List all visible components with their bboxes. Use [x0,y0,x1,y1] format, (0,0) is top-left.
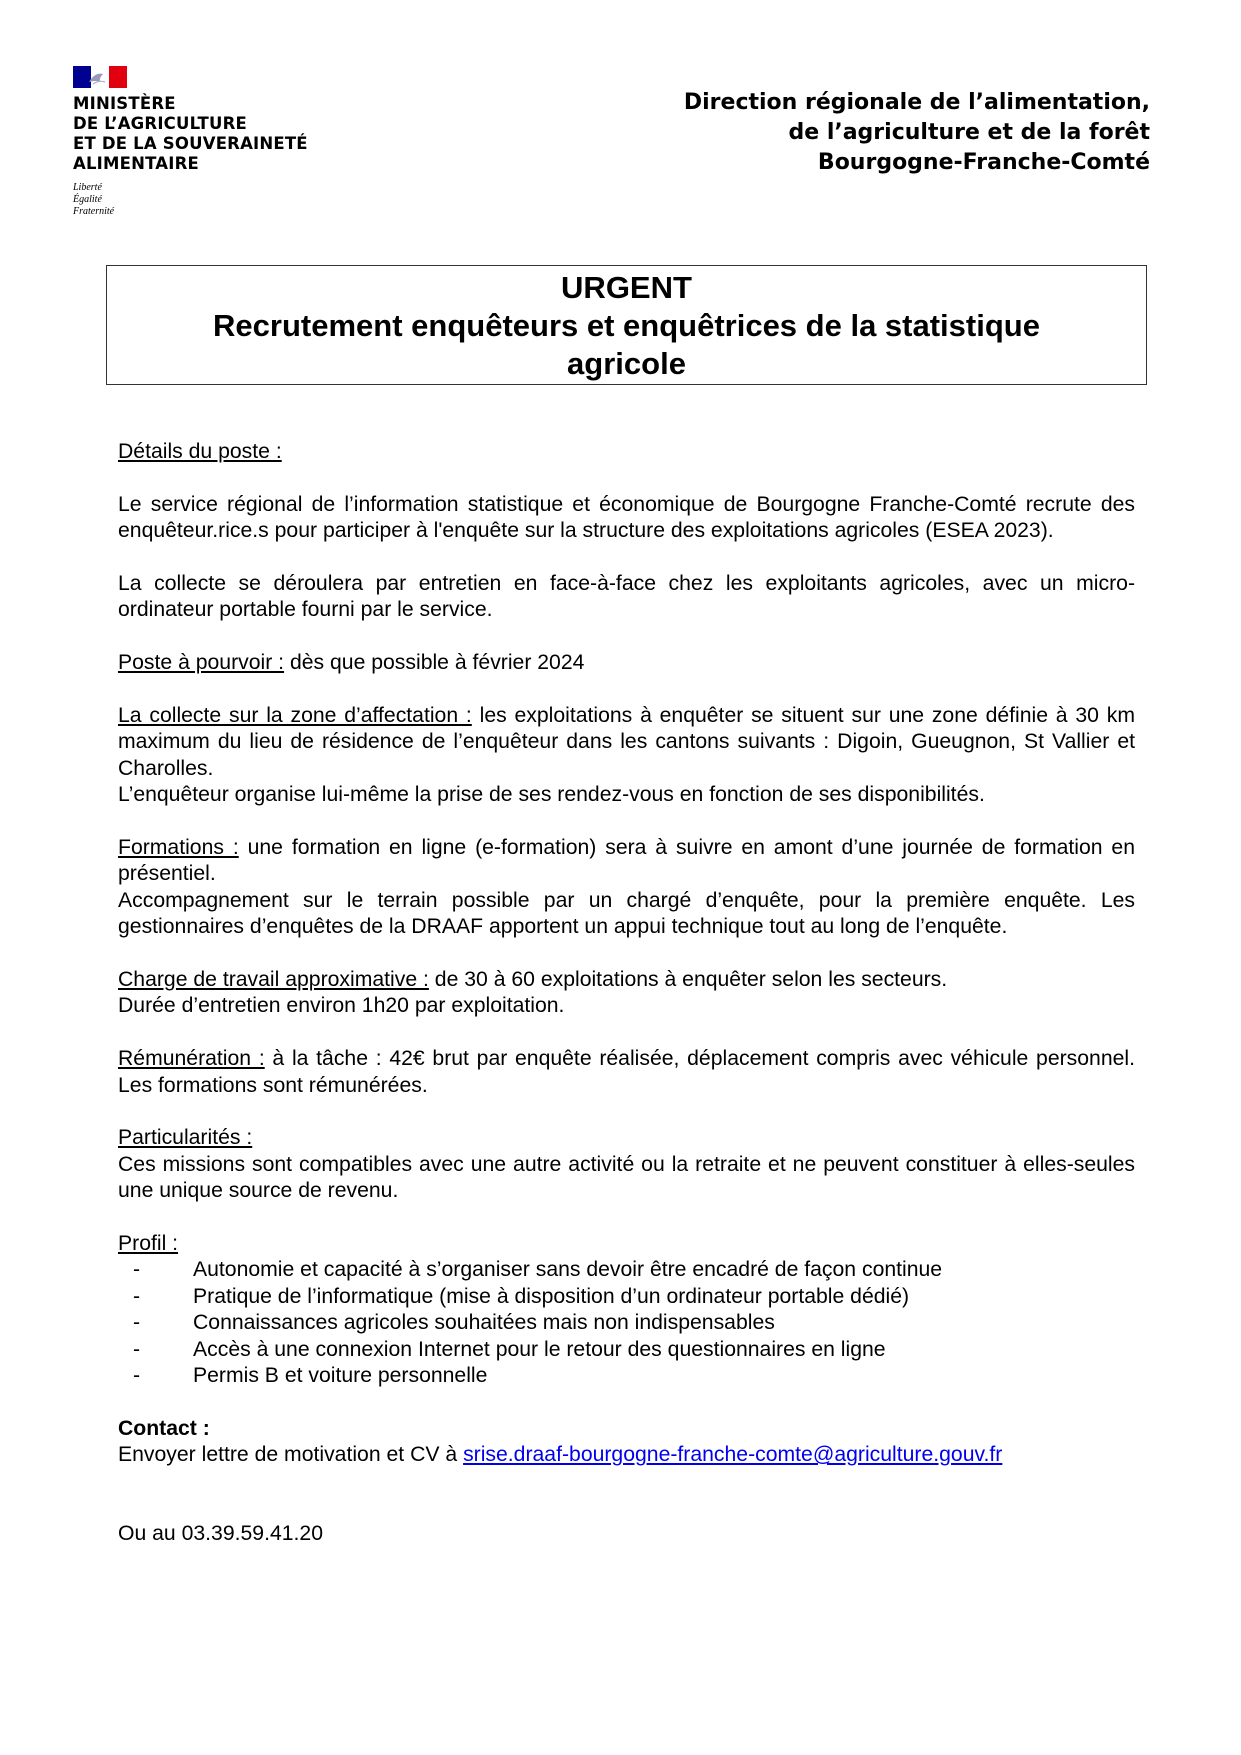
remuneration-label: Rémunération : [118,1047,265,1071]
ministry-line: MINISTÈRE [73,94,176,113]
title-box [106,265,1147,385]
formations-text: une formation en ligne (e-formation) sera à suivre en amont d’une journée de formation en présentiel. [118,836,1135,886]
formations-label: Formations : [118,836,239,860]
collecte-paragraph: La collecte se déroulera par entretien en face-à-face chez les exploitants agricoles, avec un micro-ordinateur portable fourni par le service. [118,572,1135,622]
poste-label: Poste à pourvoir : [118,651,285,675]
list-item-text: Autonomie et capacité à s’organiser sans devoir être encadré de façon continue [193,1258,943,1282]
ministry-name [73,94,308,174]
zone-section [118,703,1135,782]
list-item [118,1284,1135,1310]
poste-text: dès que possible à février 2024 [284,651,585,675]
charge-text-2: Durée d’entretien environ 1h20 par exploitation. [118,994,565,1018]
zone-text-2: L’enquêteur organise lui-même la prise de ses rendez-vous en fonction de ses disponibilités. [118,783,985,807]
details-paragraph: Le service régional de l’information statistique et économique de Bourgogne Franche-Comté recrute des enquêteur.rice.s pour participer à l'enquête sur la structure des exploitations agricoles (ESEA 2023). [118,492,1135,543]
contact-text: Envoyer lettre de motivation et CV à [118,1443,464,1467]
contact-label: Contact : [118,1416,210,1440]
zone-text: les exploitations à enquêter se situent sur une zone définie à 30 km maximum du lieu de résidence de l’enquêteur dans les cantons suivants : Digoin, Gueugnon, St Vallier et Charolles. [118,704,1135,780]
particularites-heading [118,1125,1135,1151]
profil-label: Profil : [118,1232,179,1256]
contact-phone: Ou au 03.39.59.41.20 [118,1522,323,1546]
particularites-text: Ces missions sont compatibles avec une autre activité ou la retraite et ne peuvent constituer à elles-seules une unique source de revenu. [118,1152,1135,1203]
motto-line: Liberté [73,182,102,193]
formations-text-2: Accompagnement sur le terrain possible par un chargé d’enquête, pour la première enquête. Les gestionnaires d’enquêtes de la DRAAF apportent un appui technique tout au long de l’enquête. [118,888,1135,939]
ministry-line: DE L’AGRICULTURE [73,114,247,133]
profil-heading [118,1231,1135,1257]
contact-heading [118,1416,1135,1442]
motto-line: Égalité [73,194,102,205]
motto-line: Fraternité [73,206,115,217]
list-item-text: Pratique de l’informatique (mise à disposition d’un ordinateur portable dédié) [193,1284,910,1308]
list-dash: - [133,1337,141,1361]
list-dash: - [133,1364,141,1388]
list-dash: - [133,1258,141,1282]
remuneration-section [118,1046,1135,1099]
ministry-line: ALIMENTAIRE [73,154,199,173]
profil-list [118,1257,1135,1389]
job-description [118,439,1135,1574]
list-item-text: Permis B et voiture personnelle [193,1364,488,1388]
charge-label: Charge de travail approximative : [118,968,429,992]
ministry-line: ET DE LA SOUVERAINETÉ [73,134,308,153]
poste-section [118,650,1135,676]
contact-text-line [118,1442,1135,1468]
list-item [118,1310,1135,1336]
title-line: agricole [567,346,686,381]
charge-text: de 30 à 60 exploitations à enquêter selon les secteurs. [428,968,948,992]
list-item [118,1363,1135,1389]
ministry-logo-block [73,66,308,218]
list-dash: - [133,1284,141,1308]
details-label: Détails du poste : [118,440,282,463]
direction-line: de l’agriculture et de la forêt [788,120,1150,145]
republic-motto [73,182,308,218]
email-link[interactable]: srise.draaf-bourgogne-franche-comte@agriculture.gouv.fr [463,1443,1003,1467]
direction-line: Bourgogne-Franche-Comté [817,150,1150,175]
formations-section [118,835,1135,888]
list-item-text: Connaissances agricoles souhaitées mais non indispensables [193,1311,775,1335]
direction-line: Direction régionale de l’alimentation, [683,90,1150,115]
direction-header [684,88,1150,178]
details-heading [118,439,1135,465]
marianne-flag-icon [73,66,127,88]
list-dash: - [133,1311,141,1335]
particularites-label: Particularités : [118,1126,253,1150]
list-item [118,1337,1135,1363]
list-item-text: Accès à une connexion Internet pour le retour des questionnaires en ligne [193,1337,886,1361]
title-urgent: URGENT [561,270,692,305]
charge-section [118,967,1135,993]
zone-label: La collecte sur la zone d’affectation : [118,704,472,727]
remuneration-text: à la tâche : 42€ brut par enquête réalisée, déplacement compris avec véhicule personnel. Les formations sont rémunérées. [118,1047,1135,1097]
list-item [118,1257,1135,1283]
title-line: Recrutement enquêteurs et enquêtrices de la statistique [213,308,1040,343]
